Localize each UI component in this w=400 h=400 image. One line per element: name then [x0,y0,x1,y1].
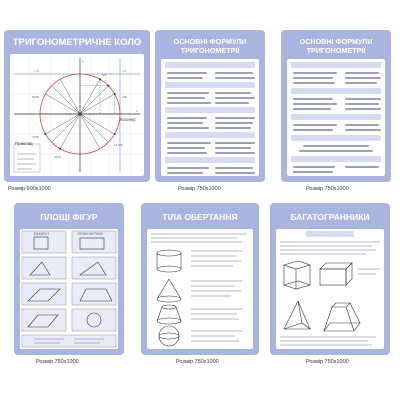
poster-size-caption: Розмір 750x1000 [176,359,219,365]
poster-solids-of-revolution [141,203,259,355]
poster-title: ТРИГОНОМЕТРИЧНЕ КОЛО [12,37,142,48]
polyhedra-diagram [276,229,384,349]
circle-label-cosine: Косинус [120,117,137,122]
svg-text:7π/6: 7π/6 [32,135,39,139]
poster-body [276,229,384,349]
svg-text:-√3: -√3 [34,69,39,73]
svg-text:x: x [136,109,138,113]
poster-title-line1: ОСНОВНІ ФОРМУЛИ [173,37,247,46]
poster-trig-formulas-a [155,30,265,182]
poster-body [20,229,118,349]
poster-trig-formulas-b [281,30,391,182]
poster-size-caption: Розмір 750x1000 [306,186,349,192]
svg-text:ПРЯМОКУТНИК: ПРЯМОКУТНИК [78,232,103,236]
poster-title-line2: ТРИГОНОМЕТРІЇ [180,46,240,55]
solids-diagram [147,229,253,349]
poster-title: ТІЛА ОБЕРТАННЯ [162,212,238,222]
poster-trigonometric-circle [4,30,150,182]
circle-label-example: Приклад [15,141,33,146]
svg-text:11π/6: 11π/6 [114,143,123,147]
poster-body [161,59,259,176]
poster-size-caption: Розмір 750x1000 [306,359,349,365]
trig-circle-diagram [10,54,144,176]
svg-text:π/3: π/3 [102,73,107,77]
poster-body [10,54,144,176]
svg-text:КВАДРАТ: КВАДРАТ [34,232,50,236]
svg-text:5π/6: 5π/6 [32,95,39,99]
poster-title: БАГАТОГРАННИКИ [290,212,370,222]
poster-polyhedra [270,203,390,355]
poster-title: ПЛОЩІ ФІГУР [40,212,98,222]
poster-title-line2: ТРИГОНОМЕТРІЇ [306,46,366,55]
poster-body [147,229,253,349]
svg-text:y: y [82,59,84,63]
area-figures-diagram [20,229,118,349]
poster-size-caption: Розмір 750x1000 [36,359,79,365]
poster-body [287,59,385,176]
svg-text:π/6: π/6 [122,95,127,99]
poster-areas-of-figures [14,203,124,355]
poster-title-line1: ОСНОВНІ ФОРМУЛИ [299,37,373,46]
poster-size-caption: Розмір 900x1000 [8,186,51,192]
svg-text:4π/3: 4π/3 [54,155,61,159]
poster-size-caption: Розмір 750x1000 [178,186,221,192]
svg-text:√3: √3 [122,69,126,73]
